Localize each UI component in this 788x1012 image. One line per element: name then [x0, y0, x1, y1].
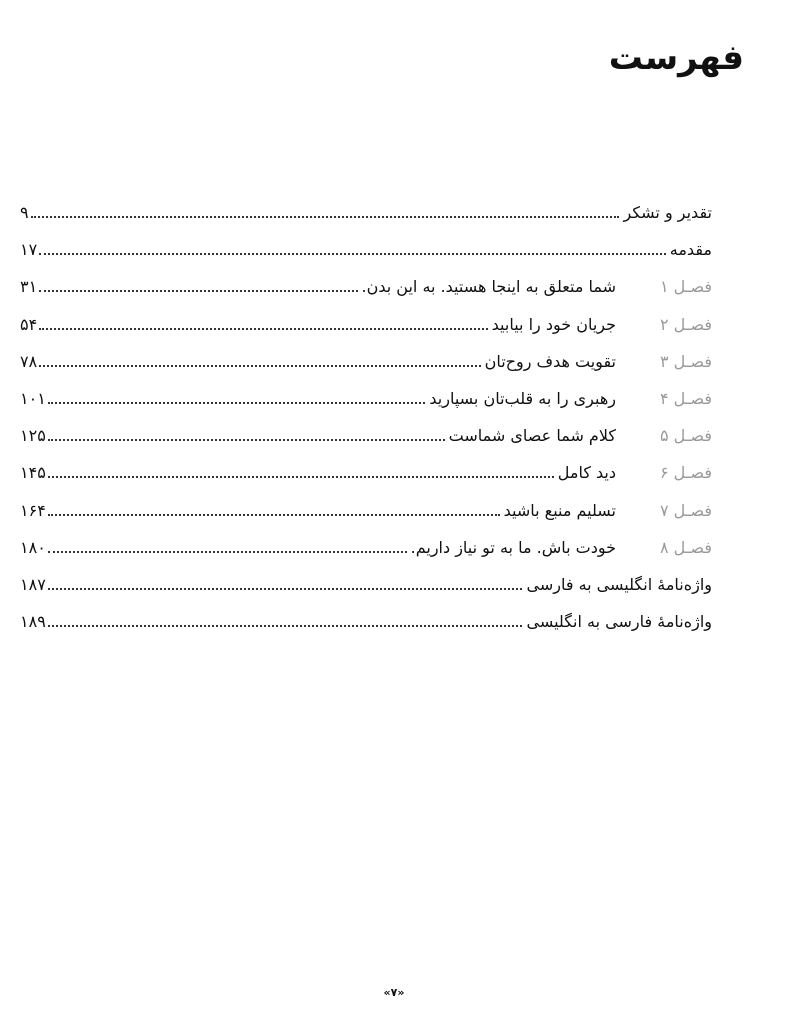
- entry-title: دید کامل: [557, 463, 616, 483]
- page-number: ۱۶۴: [20, 500, 46, 520]
- entry-title: تقدیر و تشکر: [623, 203, 712, 223]
- entry-title: واژه‌نامهٔ فارسی به انگلیسی: [526, 612, 712, 632]
- dot-leader: [48, 476, 554, 478]
- page-number: ۱۲۵: [20, 426, 46, 446]
- entry-title: شما متعلق به اینجا هستید. به این بدن.: [361, 277, 616, 297]
- chapter-label: فصـل ۶: [659, 463, 712, 483]
- dot-leader: [48, 402, 426, 404]
- chapter-label: فصـل ۳: [659, 351, 712, 371]
- chapter-label: فصـل ۷: [659, 500, 712, 520]
- entry-title: مقدمه: [669, 240, 712, 260]
- dot-leader: [48, 588, 523, 590]
- page-number: ۱۸۷: [20, 574, 46, 594]
- dot-leader: [31, 216, 620, 218]
- entry-title: واژه‌نامهٔ انگلیسی به فارسی: [526, 574, 712, 594]
- chapter-label: فصـل ۱: [659, 277, 712, 297]
- dot-leader: [48, 439, 445, 441]
- toc-entry[interactable]: [20, 566, 712, 603]
- page-number: ۱۴۵: [20, 463, 46, 483]
- page-number: ۷۸: [20, 351, 38, 371]
- toc-entry[interactable]: [20, 343, 712, 380]
- dot-leader: [39, 290, 357, 292]
- entry-title: کلام شما عصای شماست: [448, 426, 616, 446]
- toc-entry[interactable]: [20, 306, 712, 343]
- toc-entry[interactable]: [20, 268, 712, 305]
- page-number: ۱۸۰: [20, 537, 46, 557]
- dot-leader: [48, 551, 407, 553]
- table-of-contents: [20, 194, 712, 640]
- page-number: ۹: [20, 203, 29, 223]
- page-number: ۱۰۱: [20, 389, 46, 409]
- entry-title: تقویت هدف روح‌تان: [484, 351, 616, 371]
- dot-leader: [48, 625, 523, 627]
- page-number: ۱۸۹: [20, 612, 46, 632]
- toc-entry[interactable]: [20, 231, 712, 268]
- dot-leader: [39, 253, 666, 255]
- page-number: ۳۱: [20, 277, 38, 297]
- dot-leader: [39, 328, 487, 330]
- toc-entry[interactable]: [20, 529, 712, 566]
- page-folio: «۷»: [383, 986, 405, 999]
- entry-title: رهبری را به قلب‌تان بسپارید: [429, 389, 616, 409]
- chapter-label: فصـل ۸: [659, 537, 712, 557]
- toc-entry[interactable]: [20, 380, 712, 417]
- page-number: ۵۴: [20, 314, 38, 334]
- page-number: ۱۷: [20, 240, 38, 260]
- dot-leader: [48, 514, 500, 516]
- entry-title: تسلیم منبع باشید: [503, 500, 616, 520]
- chapter-label: فصـل ۲: [659, 314, 712, 334]
- toc-entry[interactable]: [20, 194, 712, 231]
- toc-entry[interactable]: [20, 603, 712, 640]
- chapter-label: فصـل ۵: [659, 426, 712, 446]
- toc-entry[interactable]: [20, 454, 712, 491]
- toc-entry[interactable]: [20, 417, 712, 454]
- entry-title: جریان خود را بیابید: [491, 314, 616, 334]
- page-title: فهرست: [608, 38, 744, 78]
- chapter-label: فصـل ۴: [659, 389, 712, 409]
- dot-leader: [39, 365, 480, 367]
- toc-entry[interactable]: [20, 492, 712, 529]
- entry-title: خودت باش. ما به تو نیاز داریم.: [410, 537, 616, 557]
